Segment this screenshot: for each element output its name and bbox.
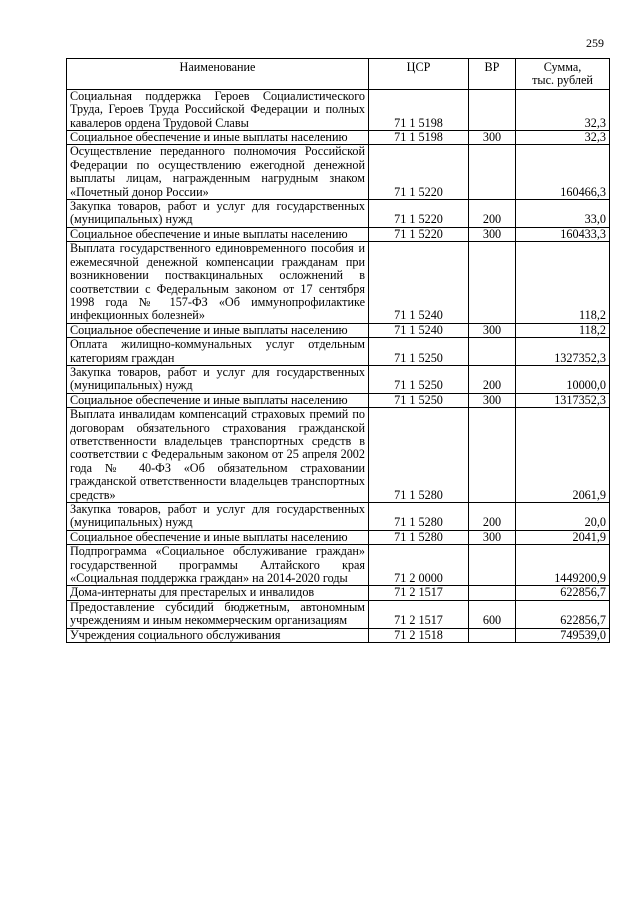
row-vr: 200 <box>469 365 516 393</box>
row-csr: 71 1 5220 <box>369 200 469 228</box>
table-row <box>67 600 610 628</box>
row-name: Социальное обеспечение и иные выплаты населению <box>67 323 369 337</box>
row-csr: 71 1 5198 <box>369 89 469 130</box>
row-csr: 71 1 5250 <box>369 393 469 407</box>
row-vr: 300 <box>469 131 516 145</box>
row-vr <box>469 628 516 642</box>
page-number: 259 <box>586 36 604 50</box>
row-name: Предоставление субсидий бюджетным, автономным учреждениям и иным некоммерческим организациям <box>67 600 369 628</box>
row-name: Закупка товаров, работ и услуг для государственных (муниципальных) нужд <box>67 365 369 393</box>
table-row <box>67 89 610 130</box>
table-row <box>67 365 610 393</box>
row-csr: 71 2 1517 <box>369 586 469 600</box>
row-sum: 1327352,3 <box>516 338 610 366</box>
row-name: Закупка товаров, работ и услуг для государственных (муниципальных) нужд <box>67 200 369 228</box>
row-sum: 160433,3 <box>516 227 610 241</box>
row-csr: 71 1 5240 <box>369 323 469 337</box>
row-name: Дома-интернаты для престарелых и инвалидов <box>67 586 369 600</box>
row-vr <box>469 586 516 600</box>
row-sum: 622856,7 <box>516 586 610 600</box>
row-name: Социальная поддержка Героев Социалистического Труда, Героев Труда Российской Федерации и полных кавалеров ордена Трудовой Славы <box>67 89 369 130</box>
row-sum: 622856,7 <box>516 600 610 628</box>
row-vr <box>469 408 516 503</box>
row-csr: 71 2 1517 <box>369 600 469 628</box>
row-name: Социальное обеспечение и иные выплаты населению <box>67 530 369 544</box>
row-vr: 300 <box>469 323 516 337</box>
header-csr: ЦСР <box>369 59 469 90</box>
row-name: Социальное обеспечение и иные выплаты населению <box>67 393 369 407</box>
row-csr: 71 1 5220 <box>369 145 469 200</box>
row-csr: 71 1 5220 <box>369 227 469 241</box>
row-sum: 2061,9 <box>516 408 610 503</box>
table-row <box>67 227 610 241</box>
row-csr: 71 1 5198 <box>369 131 469 145</box>
row-vr <box>469 545 516 586</box>
row-vr: 300 <box>469 530 516 544</box>
table-header-row <box>67 59 610 90</box>
row-vr: 300 <box>469 227 516 241</box>
row-name: Подпрограмма «Социальное обслуживание граждан» государственной программы Алтайского края «Социальная поддержка граждан» на 2014-2020 годы <box>67 545 369 586</box>
row-vr: 200 <box>469 200 516 228</box>
row-csr: 71 1 5280 <box>369 530 469 544</box>
row-name: Социальное обеспечение и иные выплаты населению <box>67 227 369 241</box>
table-row <box>67 530 610 544</box>
row-vr: 600 <box>469 600 516 628</box>
row-sum: 32,3 <box>516 131 610 145</box>
row-csr: 71 2 1518 <box>369 628 469 642</box>
header-vr: ВР <box>469 59 516 90</box>
row-csr: 71 2 0000 <box>369 545 469 586</box>
row-name: Учреждения социального обслуживания <box>67 628 369 642</box>
row-vr: 200 <box>469 503 516 531</box>
table-row <box>67 131 610 145</box>
row-csr: 71 1 5250 <box>369 365 469 393</box>
row-sum: 160466,3 <box>516 145 610 200</box>
row-sum: 118,2 <box>516 323 610 337</box>
row-sum: 20,0 <box>516 503 610 531</box>
row-name: Закупка товаров, работ и услуг для государственных (муниципальных) нужд <box>67 503 369 531</box>
row-csr: 71 1 5280 <box>369 503 469 531</box>
row-vr <box>469 242 516 323</box>
row-name: Социальное обеспечение и иные выплаты населению <box>67 131 369 145</box>
table-row <box>67 628 610 642</box>
row-sum: 32,3 <box>516 89 610 130</box>
row-name: Выплата государственного единовременного пособия и ежемесячной денежной компенсации гражданам при возникновении поствакцинальных осложнений в соответствии с Федеральным законом от 17 сентября 1998 года № 157-ФЗ «Об иммунопрофилактике инфекционных болезней» <box>67 242 369 323</box>
table-row <box>67 545 610 586</box>
row-sum: 118,2 <box>516 242 610 323</box>
row-csr: 71 1 5250 <box>369 338 469 366</box>
table-row <box>67 200 610 228</box>
row-sum: 2041,9 <box>516 530 610 544</box>
row-name: Осуществление переданного полномочия Российской Федерации по осуществлению ежегодной денежной выплаты лицам, награжденным нагрудным знаком «Почетный донор России» <box>67 145 369 200</box>
table-row <box>67 586 610 600</box>
row-sum: 749539,0 <box>516 628 610 642</box>
header-sum: Сумма, тыс. рублей <box>516 59 610 90</box>
row-name: Выплата инвалидам компенсаций страховых премий по договорам обязательного страхования гражданской ответственности владельцев транспортных средств в соответствии с Федеральным законом от 25 апреля 2002 года № 40-ФЗ «Об обязательном страховании гражданской ответственности владельцев транспортных средств» <box>67 408 369 503</box>
header-name: Наименование <box>67 59 369 90</box>
row-csr: 71 1 5280 <box>369 408 469 503</box>
table-row <box>67 145 610 200</box>
table-row <box>67 323 610 337</box>
table-row <box>67 408 610 503</box>
row-vr: 300 <box>469 393 516 407</box>
table-row <box>67 338 610 366</box>
table-row <box>67 393 610 407</box>
row-vr <box>469 338 516 366</box>
table-row <box>67 503 610 531</box>
row-vr <box>469 89 516 130</box>
row-name: Оплата жилищно-коммунальных услуг отдельным категориям граждан <box>67 338 369 366</box>
row-sum: 1317352,3 <box>516 393 610 407</box>
table-body <box>67 89 610 642</box>
budget-table <box>66 58 610 643</box>
table-row <box>67 242 610 323</box>
row-csr: 71 1 5240 <box>369 242 469 323</box>
row-vr <box>469 145 516 200</box>
row-sum: 10000,0 <box>516 365 610 393</box>
row-sum: 1449200,9 <box>516 545 610 586</box>
row-sum: 33,0 <box>516 200 610 228</box>
